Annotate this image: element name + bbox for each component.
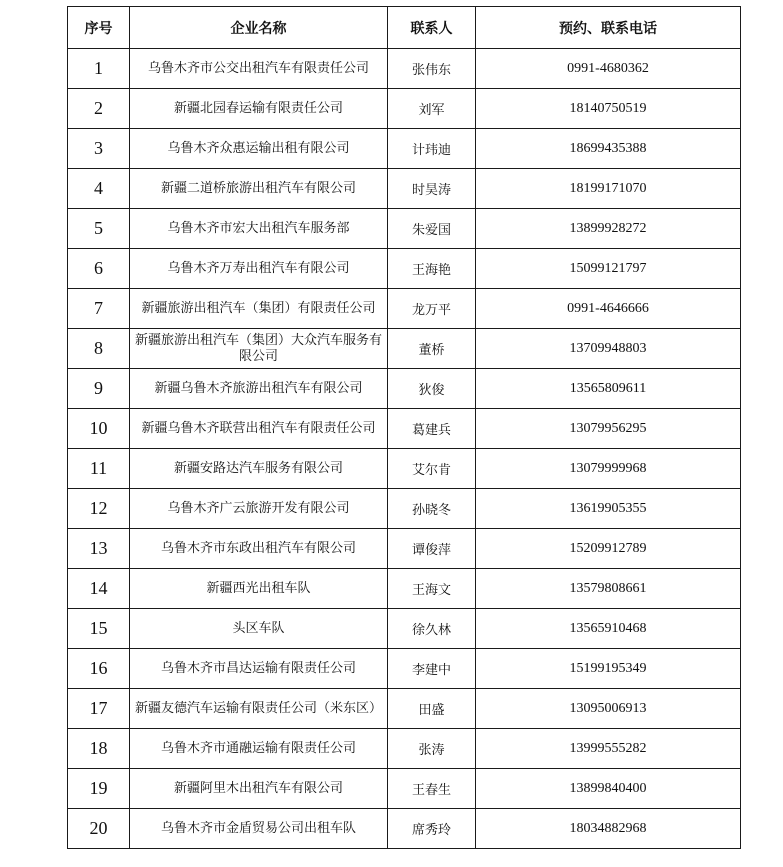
phone-number: 18699435388 (476, 129, 741, 169)
phone-number: 0991-4680362 (476, 49, 741, 89)
contact-person: 谭俊萍 (388, 529, 476, 569)
table-row (68, 409, 741, 449)
row-index: 1 (68, 49, 130, 89)
phone-number: 13709948803 (476, 329, 741, 369)
table-row (68, 209, 741, 249)
row-index: 14 (68, 569, 130, 609)
company-name: 新疆友德汽车运输有限责任公司（米东区） (130, 689, 388, 729)
contact-person: 张涛 (388, 729, 476, 769)
company-name: 新疆旅游出租汽车（集团）有限责任公司 (130, 289, 388, 329)
phone-number: 13079956295 (476, 409, 741, 449)
contact-person: 计玮迪 (388, 129, 476, 169)
phone-number: 13565910468 (476, 609, 741, 649)
contact-person: 张伟东 (388, 49, 476, 89)
contact-person: 席秀玲 (388, 809, 476, 849)
row-index: 12 (68, 489, 130, 529)
row-index: 18 (68, 729, 130, 769)
row-index: 17 (68, 689, 130, 729)
company-name: 乌鲁木齐市宏大出租汽车服务部 (130, 209, 388, 249)
header-company-name: 企业名称 (130, 7, 388, 49)
phone-number: 15199195349 (476, 649, 741, 689)
row-index: 2 (68, 89, 130, 129)
phone-number: 13899928272 (476, 209, 741, 249)
table-row (68, 569, 741, 609)
table-body (68, 49, 741, 849)
phone-number: 13999555282 (476, 729, 741, 769)
table-row (68, 529, 741, 569)
phone-number: 18199171070 (476, 169, 741, 209)
table-row (68, 129, 741, 169)
contact-person: 狄俊 (388, 369, 476, 409)
company-name: 新疆旅游出租汽车（集团）大众汽车服务有限公司 (130, 329, 388, 369)
contact-person: 徐久林 (388, 609, 476, 649)
contact-person: 葛建兵 (388, 409, 476, 449)
table-row (68, 249, 741, 289)
phone-number: 18140750519 (476, 89, 741, 129)
row-index: 5 (68, 209, 130, 249)
row-index: 20 (68, 809, 130, 849)
company-name: 乌鲁木齐广云旅游开发有限公司 (130, 489, 388, 529)
contact-person: 龙万平 (388, 289, 476, 329)
phone-number: 13579808661 (476, 569, 741, 609)
company-name: 新疆安路达汽车服务有限公司 (130, 449, 388, 489)
table-row (68, 649, 741, 689)
phone-number: 18034882968 (476, 809, 741, 849)
company-name: 新疆西光出租车队 (130, 569, 388, 609)
phone-number: 13619905355 (476, 489, 741, 529)
table-row (68, 369, 741, 409)
row-index: 11 (68, 449, 130, 489)
company-name: 乌鲁木齐万寿出租汽车有限公司 (130, 249, 388, 289)
phone-number: 15209912789 (476, 529, 741, 569)
phone-number: 0991-4646666 (476, 289, 741, 329)
phone-number: 13565809611 (476, 369, 741, 409)
row-index: 8 (68, 329, 130, 369)
table-row (68, 449, 741, 489)
row-index: 15 (68, 609, 130, 649)
table-row (68, 769, 741, 809)
row-index: 3 (68, 129, 130, 169)
table-row (68, 289, 741, 329)
company-name: 乌鲁木齐市通融运输有限责任公司 (130, 729, 388, 769)
company-name: 新疆乌鲁木齐联营出租汽车有限责任公司 (130, 409, 388, 449)
company-name: 乌鲁木齐市金盾贸易公司出租车队 (130, 809, 388, 849)
header-contact-person: 联系人 (388, 7, 476, 49)
contact-person: 董桥 (388, 329, 476, 369)
row-index: 9 (68, 369, 130, 409)
contact-person: 朱爱国 (388, 209, 476, 249)
contact-person: 王海文 (388, 569, 476, 609)
header-phone: 预约、联系电话 (476, 7, 741, 49)
company-name: 乌鲁木齐市昌达运输有限责任公司 (130, 649, 388, 689)
row-index: 4 (68, 169, 130, 209)
table-row (68, 169, 741, 209)
phone-number: 13095006913 (476, 689, 741, 729)
row-index: 6 (68, 249, 130, 289)
contact-person: 李建中 (388, 649, 476, 689)
table-row (68, 49, 741, 89)
table-header (68, 7, 741, 49)
contact-person: 王春生 (388, 769, 476, 809)
table-row (68, 489, 741, 529)
company-name: 乌鲁木齐市东政出租汽车有限公司 (130, 529, 388, 569)
taxi-company-contact-table (67, 6, 741, 849)
company-name: 新疆阿里木出租汽车有限公司 (130, 769, 388, 809)
phone-number: 15099121797 (476, 249, 741, 289)
table-row (68, 609, 741, 649)
company-name: 新疆二道桥旅游出租汽车有限公司 (130, 169, 388, 209)
header-index: 序号 (68, 7, 130, 49)
company-name: 乌鲁木齐市公交出租汽车有限责任公司 (130, 49, 388, 89)
row-index: 13 (68, 529, 130, 569)
company-name: 新疆乌鲁木齐旅游出租汽车有限公司 (130, 369, 388, 409)
company-name: 头区车队 (130, 609, 388, 649)
row-index: 19 (68, 769, 130, 809)
row-index: 16 (68, 649, 130, 689)
table-row (68, 329, 741, 369)
phone-number: 13899840400 (476, 769, 741, 809)
row-index: 7 (68, 289, 130, 329)
table-row (68, 689, 741, 729)
contact-person: 艾尔肯 (388, 449, 476, 489)
table-row (68, 729, 741, 769)
company-name: 新疆北园春运输有限责任公司 (130, 89, 388, 129)
contact-person: 刘军 (388, 89, 476, 129)
row-index: 10 (68, 409, 130, 449)
contact-person: 王海艳 (388, 249, 476, 289)
header-row (68, 7, 741, 49)
table-row (68, 809, 741, 849)
contact-person: 田盛 (388, 689, 476, 729)
contact-person: 孙晓冬 (388, 489, 476, 529)
table-row (68, 89, 741, 129)
company-name: 乌鲁木齐众惠运输出租有限公司 (130, 129, 388, 169)
phone-number: 13079999968 (476, 449, 741, 489)
contact-person: 时昊涛 (388, 169, 476, 209)
